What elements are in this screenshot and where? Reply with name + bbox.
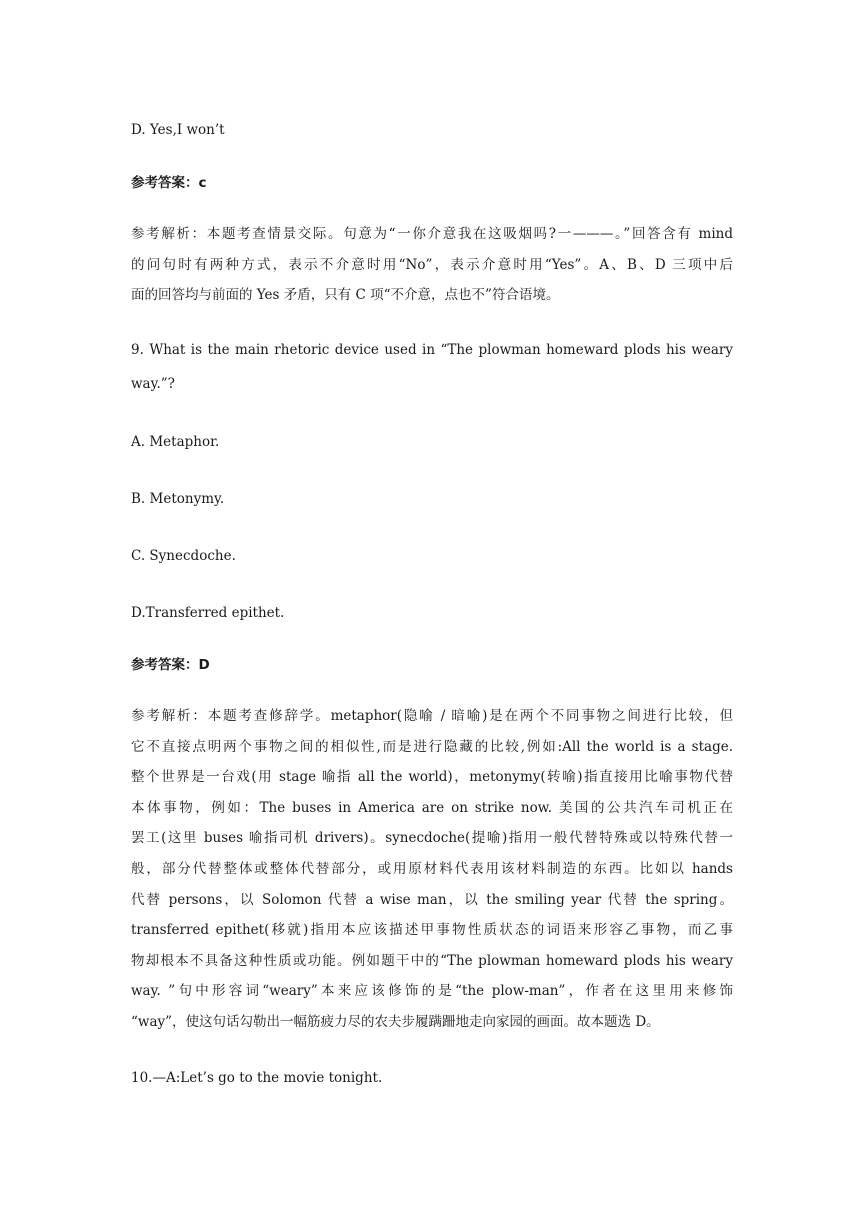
q8-answer: 参考答案：c: [131, 175, 207, 191]
q9-explanation-line: 罢工(这里 buses 喻指司机 drivers)。synecdoche(提喻)指用一般代替特殊或以特殊代替一: [131, 830, 733, 847]
q9-explanation-line: way. ”句中形容词“weary”本来应该修饰的是“the plow-man”，作者在这里用来修饰: [131, 983, 733, 1000]
q9-explanation-line: “way”，使这句话勾勒出一幅筋疲力尽的农夫步履蹒跚地走向家园的画面。故本题选 D。: [131, 1013, 660, 1030]
q9-explanation-line: transferred epithet(移就)指用本应该描述甲事物性质状态的词语来形容乙事物，而乙事: [131, 922, 733, 939]
q9-option-a: A. Metaphor.: [131, 434, 220, 450]
q9-option-d: D.Transferred epithet.: [131, 605, 285, 621]
q8-explanation: [131, 219, 733, 311]
q9-question-line: way.”?: [131, 376, 175, 392]
q8-explanation-line: 面的回答均与前面的 Yes 矛盾，只有 C 项“不介意，点也不”符合语境。: [131, 287, 560, 304]
q9-explanation-line: 物却根本不具备这种性质或功能。例如题干中的“The plowman homeward plods his weary: [131, 952, 733, 969]
q8-explanation-line: 的问句时有两种方式，表示不介意时用“No”，表示介意时用“Yes”。A、B、D 三项中后: [131, 256, 733, 273]
q9-explanation-line: 本体事物，例如：The buses in America are on strike now. 美国的公共汽车司机正在: [131, 799, 733, 816]
q9-question-line: 9. What is the main rhetoric device used in “The plowman homeward plods his weary: [131, 342, 733, 358]
q9-explanation-line: 它不直接点明两个事物之间的相似性,而是进行隐藏的比较,例如:All the world is a stage.: [131, 738, 733, 755]
q9-option-b: B. Metonymy.: [131, 491, 225, 507]
q9-answer: 参考答案：D: [131, 657, 210, 673]
q9-explanation-line: 整个世界是一台戏(用 stage 喻指 all the world)，metonymy(转喻)指直接用比喻事物代替: [131, 769, 733, 786]
q8-option-d: D. Yes,I won’t: [131, 122, 225, 138]
q9-explanation: [131, 701, 733, 1038]
q9-explanation-line: 般，部分代替整体或整体代替部分，或用原材料代表用该材料制造的东西。比如以 hands: [131, 860, 733, 877]
q9-explanation-line: 代替 persons，以 Solomon 代替 a wise man，以 the smiling year 代替 the spring。: [131, 891, 733, 908]
q8-explanation-line: 参考解析：本题考查情景交际。句意为“一你介意我在这吸烟吗?一———。”回答含有 mind: [131, 226, 733, 242]
q9-option-c: C. Synecdoche.: [131, 548, 236, 564]
q9-explanation-line: 参考解析：本题考查修辞学。metaphor(隐喻 / 暗喻)是在两个不同事物之间进行比较，但: [131, 708, 733, 724]
q10-question: 10.—A:Let’s go to the movie tonight.: [131, 1070, 383, 1086]
q9-question: [131, 333, 733, 401]
